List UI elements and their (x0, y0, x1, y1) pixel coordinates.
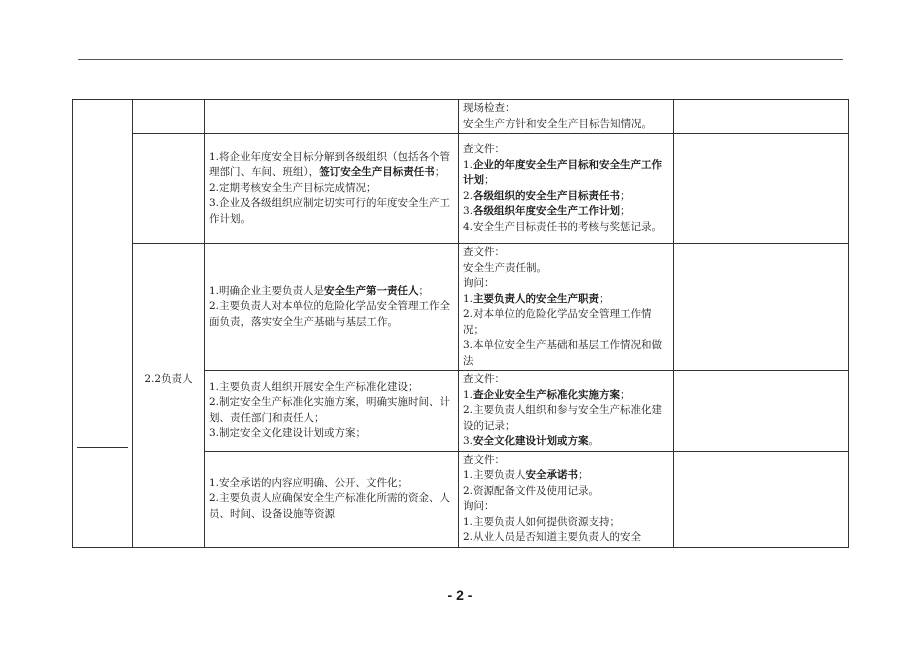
text-run: 1.主要负责人如何提供资源支持； (463, 515, 621, 528)
text-run: 1.主要负责人 (463, 469, 526, 481)
text-run: 2.资源配备文件及使用记录。 (463, 484, 600, 497)
method-line (463, 499, 669, 515)
requirement-line (209, 284, 454, 300)
requirement-line (209, 491, 454, 522)
method-cell (459, 371, 674, 452)
text-run: 2.主要负责人对本单位的危险化学品安全管理工作全面负责，落实安全生产基础与基层工作。 (209, 300, 451, 328)
text-run: 查文件： (463, 143, 505, 155)
bold-text: 查企业安全生产标准化实施方案 (473, 388, 621, 401)
bold-text: 安全生产第一责任人 (324, 284, 419, 297)
section-cell (133, 100, 205, 134)
section-title: 2.2负责人 (144, 373, 193, 385)
method-line (463, 261, 669, 277)
requirement-line (209, 426, 454, 442)
method-cell (459, 134, 674, 244)
standard-table (72, 99, 849, 548)
method-cell (459, 451, 674, 547)
text-run: 询问： (463, 277, 495, 289)
requirement-line (209, 150, 454, 181)
table-row (73, 134, 849, 244)
method-line (463, 388, 669, 404)
bold-text: 主要负责人的安全生产职责 (473, 292, 600, 305)
method-line (463, 307, 669, 338)
text-run: 2.从业人员是否知道主要负责人的安全 (463, 531, 642, 543)
method-line (463, 484, 669, 500)
text-run: 安全生产方针和安全生产目标告知情况。 (463, 117, 652, 130)
method-line (463, 220, 669, 236)
text-run: 查文件： (463, 453, 505, 466)
text-run: 2.主要负责人应确保安全生产标准化所需的资金、人员、时间、设备设施等资源 (209, 492, 451, 520)
method-line (463, 204, 669, 220)
method-line (463, 245, 669, 261)
score-cell (674, 134, 849, 244)
method-line (463, 101, 669, 117)
table-row (73, 100, 849, 134)
score-cell (674, 371, 849, 452)
method-line (463, 434, 669, 450)
method-line (463, 468, 669, 484)
requirement-line (209, 181, 454, 197)
text-run: 2.定期考核安全生产目标完成情况； (209, 181, 377, 194)
requirement-cell (205, 451, 459, 547)
method-line (463, 530, 669, 546)
requirement-cell (205, 134, 459, 244)
text-run: 查文件： (463, 246, 505, 258)
text-run: ； (620, 189, 631, 202)
text-run: 3.本单位安全生产基础和基层工作情况和做法 (463, 339, 663, 367)
text-run: 2. (463, 189, 474, 202)
requirement-line (209, 299, 454, 330)
text-run: 查文件： (463, 373, 505, 385)
score-cell (674, 244, 849, 371)
text-run: ； (578, 469, 589, 481)
score-cell (674, 100, 849, 134)
requirement-cell (205, 100, 459, 134)
bold-text: 签订安全生产目标责任书 (319, 166, 435, 179)
text-run: 安全生产责任制。 (463, 261, 547, 274)
method-line (463, 372, 669, 388)
text-run: 。 (588, 435, 600, 447)
method-cell (459, 100, 674, 134)
bold-text: 各级组织年度安全生产工作计划 (473, 205, 621, 217)
text-run: 2.制定安全生产标准化实施方案，明确实施时间、计划、责任部门和责任人； (209, 396, 451, 424)
requirement-cell (205, 244, 459, 371)
text-run: 1.将企业年度安全目标分解到各级组织（包括各个管理部门、车间、班组）， (209, 150, 451, 179)
bold-text: 安全承诺书 (525, 469, 579, 481)
bold-text: 各级组织的安全生产目标责任书 (473, 189, 621, 202)
text-run: 3. (463, 205, 474, 217)
method-line (463, 292, 669, 308)
method-cell (459, 244, 674, 371)
text-run: 1.主要负责人组织开展安全生产标准化建设； (209, 380, 419, 393)
method-line (463, 158, 669, 189)
requirement-line (209, 476, 454, 492)
text-run: 现场检查： (463, 102, 516, 114)
text-run: ； (599, 292, 610, 305)
text-run: 3.制定安全文化建设计划或方案； (209, 427, 367, 440)
section-cell (133, 134, 205, 244)
bold-text: 企业的年度安全生产目标和安全生产工作计划 (463, 158, 663, 186)
method-line (463, 142, 669, 158)
score-cell (674, 451, 849, 547)
text-run: ； (620, 205, 631, 217)
text-run: ； (620, 388, 631, 401)
text-run: 1.安全承诺的内容应明确、公开、文件化； (209, 476, 409, 489)
bold-text: 安全文化建设计划或方案 (473, 435, 589, 447)
text-run: 2.主要负责人组织和参与安全生产标准化建设的记录； (463, 404, 663, 432)
text-run: ； (434, 166, 446, 179)
text-run: 2.对本单位的危险化学品安全管理工作情况； (463, 308, 652, 336)
requirement-line (209, 395, 454, 426)
requirement-cell (205, 371, 459, 452)
method-line (463, 276, 669, 292)
method-line (463, 338, 669, 369)
method-line (463, 403, 669, 434)
method-line (463, 453, 669, 469)
text-run: ； (418, 284, 430, 297)
category-cell (73, 100, 133, 548)
table-row (73, 244, 849, 371)
text-run: 1.明确企业主要负责人是 (209, 284, 325, 297)
text-run: 询问： (463, 500, 495, 512)
section-cell (133, 244, 205, 548)
page-number: - 2 - (447, 587, 473, 603)
text-run: 3.企业及各级组织应制定切实可行的年度安全生产工作计划。 (209, 197, 451, 225)
text-run: ； (484, 174, 495, 186)
header-rule (78, 59, 843, 60)
text-run: 4.安全生产目标责任书的考核与奖惩记录。 (463, 220, 663, 233)
method-line (463, 515, 669, 531)
requirement-line (209, 380, 454, 396)
text-run: 1. (463, 158, 474, 171)
text-run: 1. (463, 388, 474, 401)
requirement-line (209, 196, 454, 227)
method-line (463, 117, 669, 133)
text-run: 3. (463, 435, 474, 447)
category-divider (77, 447, 128, 448)
method-line (463, 189, 669, 205)
text-run: 1. (463, 292, 474, 305)
